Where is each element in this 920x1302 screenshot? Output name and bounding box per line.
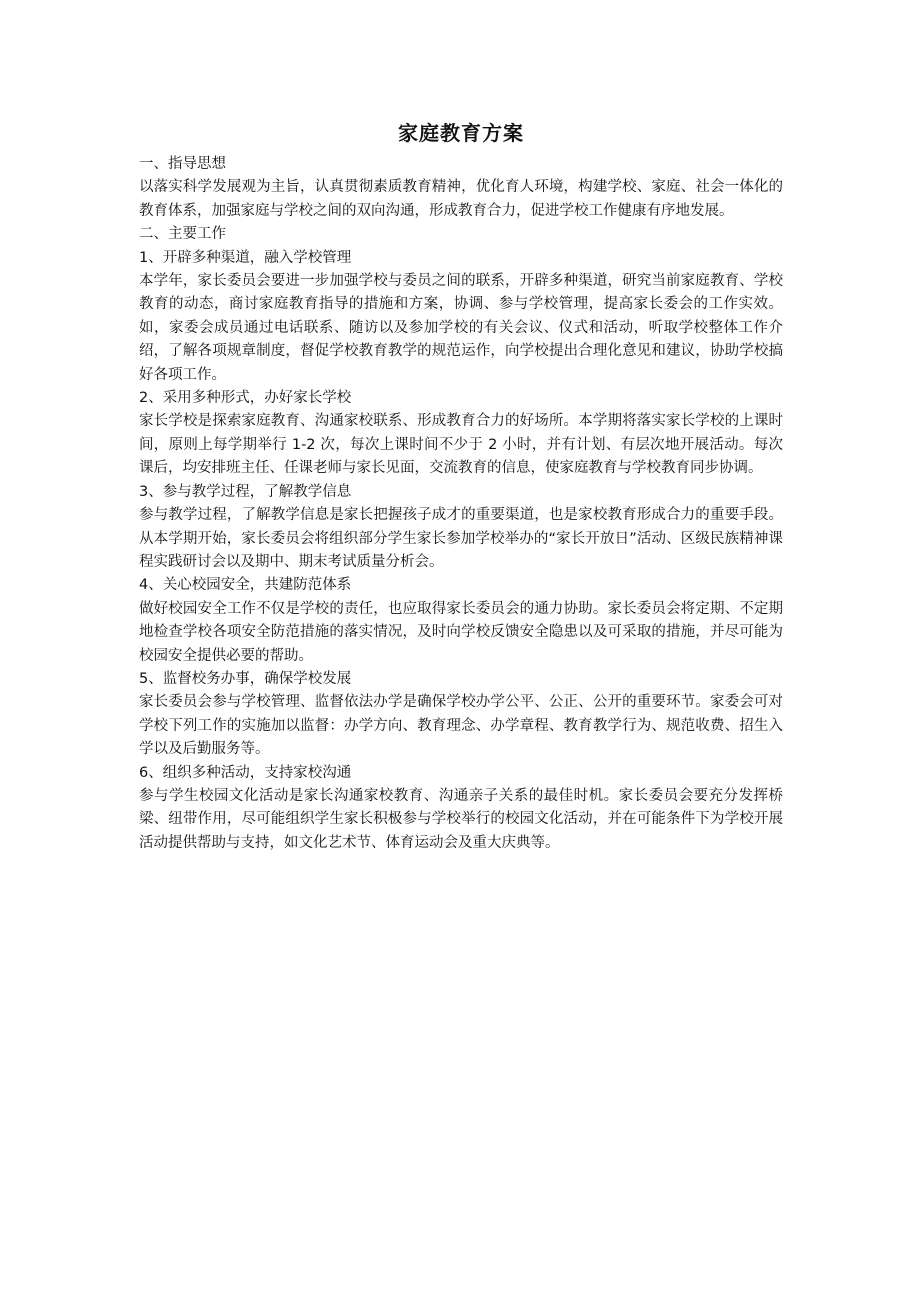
item-heading-1: 1、开辟多种渠道，融入学校管理 xyxy=(139,249,352,266)
item-heading-4: 4、关心校园安全，共建防范体系 xyxy=(139,577,352,594)
section-heading-guiding-ideology: 一、指导思想 xyxy=(139,156,226,172)
document-title: 家庭教育方案 xyxy=(398,121,524,145)
section-heading-main-work: 二、主要工作 xyxy=(139,226,226,243)
item-paragraph-1: 本学年，家长委员会要进一步加强学校与委员之间的联系，开辟多种渠道，研究当前家庭教育、学校教育的动态，商讨家庭教育指导的措施和方案，协调、参与学校管理，提高家长委会的工作实效。如，家委会成员通过电话联系、随访以及参加学校的有关会议、仪式和活动，听取学校整体工作介绍，了解各项规章制度，督促学校教育教学的规范运作，向学校提出合理化意见和建议，协助学校搞好各项工作。 xyxy=(139,273,783,383)
document-page xyxy=(139,118,783,855)
item-paragraph-3: 参与教学过程，了解教学信息是家长把握孩子成才的重要渠道，也是家校教育形成合力的重要手段。从本学期开始，家长委员会将组织部分学生家长参加学校举办的“家长开放日”活动、区级民族精神课程实践研讨会以及期中、期末考试质量分析会。 xyxy=(139,507,783,570)
item-paragraph-6: 参与学生校园文化活动是家长沟通家校教育、沟通亲子关系的最佳时机。家长委员会要充分发挥桥梁、纽带作用，尽可能组织学生家长积极参与学校举行的校园文化活动，并在可能条件下为学校开展活动提供帮助与支持，如文化艺术节、体育运动会及重大庆典等。 xyxy=(139,787,783,851)
item-paragraph-5: 家长委员会参与学校管理、监督依法办学是确保学校办学公平、公正、公开的重要环节。家委会可对学校下列工作的实施加以监督：办学方向、教育理念、办学章程、教育教学行为、规范收费、招生入学以及后勤服务等。 xyxy=(139,694,783,758)
item-heading-5: 5、监督校务办事，确保学校发展 xyxy=(139,670,352,687)
section-paragraph-guiding-ideology: 以落实科学发展观为主旨，认真贯彻素质教育精神，优化育人环境，构建学校、家庭、社会一体化的教育体系，加强家庭与学校之间的双向沟通，形成教育合力，促进学校工作健康有序地发展。 xyxy=(139,179,783,219)
item-heading-2: 2、采用多种形式，办好家长学校 xyxy=(139,390,352,407)
item-heading-3: 3、参与教学过程，了解教学信息 xyxy=(139,483,352,500)
item-heading-6: 6、组织多种活动，支持家校沟通 xyxy=(139,764,352,781)
item-paragraph-2: 家长学校是探索家庭教育、沟通家校联系、形成教育合力的好场所。本学期将落实家长学校的上课时间，原则上每学期举行 1-2 次，每次上课时间不少于 2 小时，并有计划、有层次地开展活动。每次课后，均安排班主任、任课老师与家长见面，交流教育的信息，使家庭教育与学校教育同步协调。 xyxy=(139,413,783,477)
item-paragraph-4: 做好校园安全工作不仅是学校的责任，也应取得家长委员会的通力协助。家长委员会将定期、不定期地检查学校各项安全防范措施的落实情况，及时向学校反馈安全隐患以及可采取的措施，并尽可能为校园安全提供必要的帮助。 xyxy=(139,600,783,664)
